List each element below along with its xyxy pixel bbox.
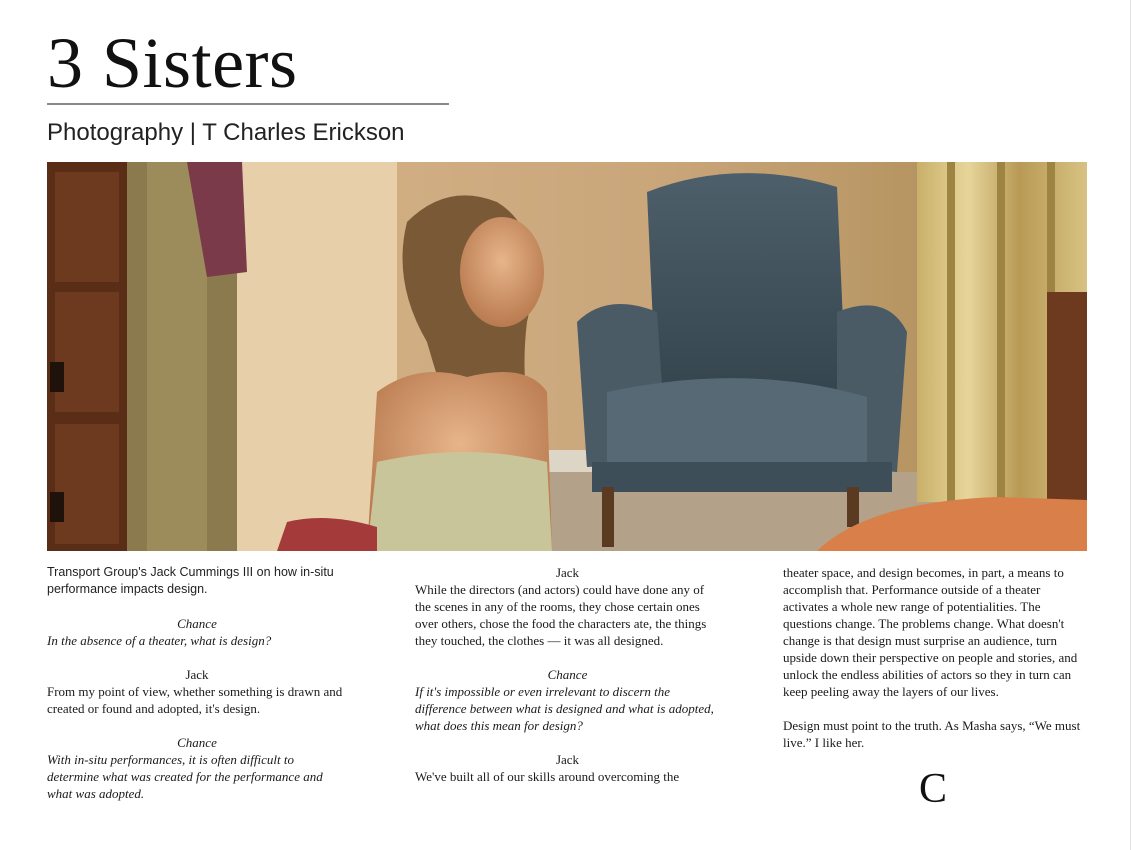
respondent-name: Jack: [555, 752, 580, 767]
respondent-name: Jack: [555, 565, 580, 580]
question-text: In the absence of a theater, what is design?: [47, 633, 272, 648]
page-edge: [1130, 0, 1131, 850]
text-column-2: [415, 564, 720, 785]
text-column-1: [47, 564, 347, 802]
closing-text: Design must point to the truth. As Masha says, “We must live.” I like her.: [783, 718, 1081, 750]
feature-photo: [47, 162, 1087, 551]
photo-caption: Transport Group's Jack Cummings III on how in-situ performance impacts design.: [47, 565, 334, 596]
magazine-logo: C: [919, 766, 948, 812]
photo-credit: Photography | T Charles Erickson: [47, 119, 405, 146]
page-title: 3 Sisters: [47, 23, 298, 103]
respondent-name: Jack: [185, 667, 209, 682]
answer-continued-text: theater space, and design becomes, in part, a means to accomplish that. Performance outside of a theater activates a whole new range of potentialities. The questions change. The problems change. What doesn't change is that design must surprise an audience, turn upside down their perspective on people and stories, and unlock the endless abilities of actors so they in turn can keep peeling away the layers of our lives.: [783, 565, 1078, 699]
interviewer-name: Chance: [547, 667, 588, 682]
interviewer-name: Chance: [177, 616, 217, 631]
answer-text: We've built all of our skills around overcoming the: [415, 769, 680, 784]
question-text: With in-situ performances, it is often difficult to determine what was created for the performance and what was adopted.: [47, 752, 323, 801]
question-text: If it's impossible or even irrelevant to discern the difference between what is designed and what is adopted, what does this mean for design?: [415, 684, 714, 733]
text-column-3: [783, 564, 1089, 751]
interviewer-name: Chance: [177, 735, 217, 750]
answer-text: From my point of view, whether something is drawn and created or found and adopted, it's design.: [47, 684, 343, 716]
photo-image-icon: [47, 162, 1087, 551]
answer-text: While the directors (and actors) could have done any of the scenes in any of the rooms, they chose certain ones over others, chose the food the characters ate, the things they touched, the clothes — it was all designed.: [415, 582, 707, 648]
title-rule: [47, 103, 449, 105]
